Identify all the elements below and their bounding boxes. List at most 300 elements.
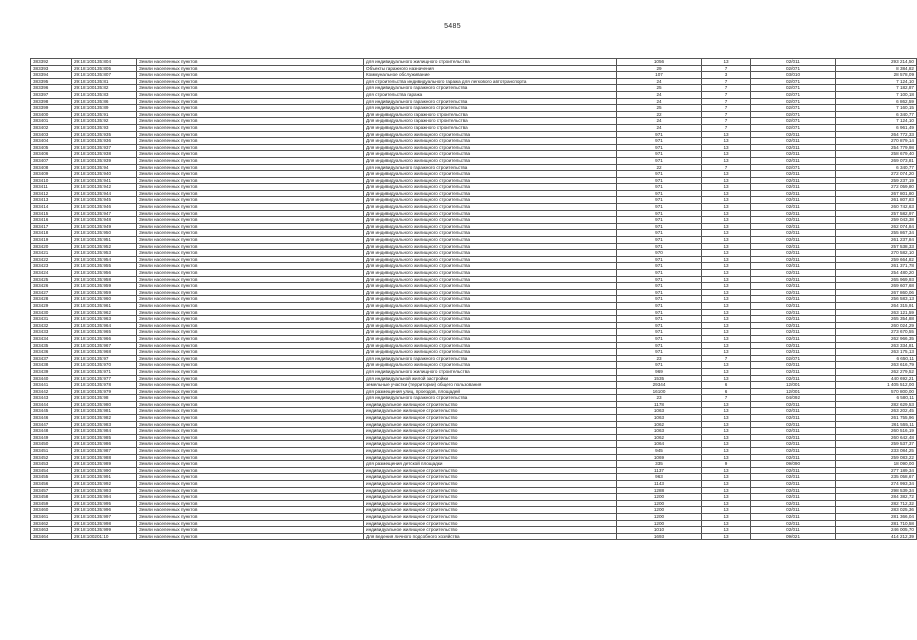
- cadastral-value-cell: 293 214,50: [836, 59, 917, 66]
- group-cell: 13: [702, 507, 751, 514]
- parcel-number-cell: 383418: [31, 230, 72, 237]
- table-row: [31, 362, 917, 369]
- cadastral-number-cell: 29:18:100135:961: [72, 302, 137, 309]
- permitted-use-cell: Для индивидуального гаражного строительства: [364, 118, 617, 125]
- table-row: [31, 217, 917, 224]
- cadastral-value-cell: 262 966,35: [836, 335, 917, 342]
- group-cell: 13: [702, 210, 751, 217]
- land-category-cell: Земли населенных пунктов: [137, 349, 364, 356]
- permitted-use-cell: индивидуальное жилищное строительство: [364, 415, 617, 422]
- group-cell: 13: [702, 138, 751, 145]
- cadastral-number-cell: 29:18:100135:956: [72, 270, 137, 277]
- cadastral-value-cell: 255 867,34: [836, 230, 917, 237]
- cadastral-value-cell: 1 405 512,00: [836, 382, 917, 389]
- table-row: [31, 250, 917, 257]
- cadastral-value-cell: 6 340,77: [836, 111, 917, 118]
- group-cell: 7: [702, 105, 751, 112]
- code-cell: 02/011: [751, 401, 836, 408]
- land-category-cell: Земли населенных пунктов: [137, 368, 364, 375]
- area-cell: 1064: [617, 441, 702, 448]
- cadastral-number-cell: 29:18:100135:998: [72, 520, 137, 527]
- cadastral-number-cell: 29:18:100135:92: [72, 118, 137, 125]
- area-cell: 1056: [617, 59, 702, 66]
- table-row: [31, 448, 917, 455]
- cadastral-number-cell: 29:18:100135:953: [72, 250, 137, 257]
- cadastral-number-cell: 29:18:100135:994: [72, 494, 137, 501]
- parcel-number-cell: 383401: [31, 118, 72, 125]
- parcel-number-cell: 383425: [31, 276, 72, 283]
- cadastral-number-cell: 29:18:100135:937: [72, 144, 137, 151]
- cadastral-value-cell: 263 202,45: [836, 408, 917, 415]
- table-row: [31, 494, 917, 501]
- code-cell: 02/011: [751, 349, 836, 356]
- land-category-cell: Земли населенных пунктов: [137, 184, 364, 191]
- cadastral-value-cell: 261 807,83: [836, 197, 917, 204]
- parcel-number-cell: 383402: [31, 124, 72, 131]
- land-category-cell: Земли населенных пунктов: [137, 256, 364, 263]
- group-cell: 13: [702, 434, 751, 441]
- permitted-use-cell: Для индивидуального жилищного строительства: [364, 197, 617, 204]
- area-cell: 16100: [617, 388, 702, 395]
- table-row: [31, 481, 917, 488]
- land-category-cell: Земли населенных пунктов: [137, 494, 364, 501]
- parcel-number-cell: 383400: [31, 111, 72, 118]
- parcel-number-cell: 383394: [31, 72, 72, 79]
- area-cell: 971: [617, 329, 702, 336]
- permitted-use-cell: Для индивидуального жилищного строительства: [364, 144, 617, 151]
- permitted-use-cell: Для ведения личного подсобного хозяйства: [364, 533, 617, 540]
- land-category-cell: Земли населенных пунктов: [137, 316, 364, 323]
- parcel-number-cell: 383424: [31, 270, 72, 277]
- code-cell: 02/011: [751, 243, 836, 250]
- area-cell: 22: [617, 164, 702, 171]
- land-category-cell: Земли населенных пунктов: [137, 157, 364, 164]
- area-cell: 24: [617, 78, 702, 85]
- parcel-number-cell: 383431: [31, 316, 72, 323]
- cadastral-number-cell: 29:18:100135:966: [72, 335, 137, 342]
- code-cell: 02/011: [751, 441, 836, 448]
- code-cell: 02/011: [751, 448, 836, 455]
- cadastral-number-cell: 29:18:100135:946: [72, 204, 137, 211]
- cadastral-value-cell: 259 083,22: [836, 454, 917, 461]
- parcel-number-cell: 383463: [31, 527, 72, 534]
- land-category-cell: Земли населенных пунктов: [137, 500, 364, 507]
- permitted-use-cell: для индивидуального жилищного строительства: [364, 59, 617, 66]
- land-category-cell: Земли населенных пунктов: [137, 111, 364, 118]
- permitted-use-cell: Для индивидуального жилищного строительства: [364, 204, 617, 211]
- area-cell: 24: [617, 124, 702, 131]
- land-category-cell: Земли населенных пунктов: [137, 210, 364, 217]
- cadastral-number-cell: 29:18:100135:968: [72, 349, 137, 356]
- cadastral-value-cell: 265 969,93: [836, 276, 917, 283]
- area-cell: 1693: [617, 533, 702, 540]
- permitted-use-cell: для размещения улиц, проездов, площадей: [364, 388, 617, 395]
- land-category-cell: Земли населенных пунктов: [137, 329, 364, 336]
- area-cell: 971: [617, 138, 702, 145]
- table-row: [31, 190, 917, 197]
- land-category-cell: Земли населенных пунктов: [137, 223, 364, 230]
- table-row: [31, 316, 917, 323]
- area-cell: 945: [617, 448, 702, 455]
- table-row: [31, 329, 917, 336]
- group-cell: 13: [702, 421, 751, 428]
- parcel-number-cell: 383446: [31, 415, 72, 422]
- cadastral-value-cell: 270 879,14: [836, 138, 917, 145]
- area-cell: 971: [617, 223, 702, 230]
- code-cell: 02/011: [751, 467, 836, 474]
- area-cell: 971: [617, 230, 702, 237]
- permitted-use-cell: Для индивидуального жилищного строительства: [364, 302, 617, 309]
- cadastral-number-cell: 29:18:100135:83: [72, 91, 137, 98]
- code-cell: 02/071: [751, 111, 836, 118]
- cadastral-value-cell: 281 710,58: [836, 520, 917, 527]
- code-cell: 02/011: [751, 408, 836, 415]
- land-category-cell: Земли населенных пунктов: [137, 441, 364, 448]
- area-cell: 24: [617, 91, 702, 98]
- permitted-use-cell: Для индивидуального жилищного строительства: [364, 309, 617, 316]
- cadastral-value-cell: 254 480,20: [836, 270, 917, 277]
- group-cell: 7: [702, 98, 751, 105]
- group-cell: 13: [702, 217, 751, 224]
- cadastral-value-cell: 284 382,72: [836, 494, 917, 501]
- area-cell: 971: [617, 177, 702, 184]
- land-category-cell: Земли населенных пунктов: [137, 474, 364, 481]
- parcel-number-cell: 383396: [31, 85, 72, 92]
- group-cell: 6: [702, 388, 751, 395]
- land-category-cell: Земли населенных пунктов: [137, 270, 364, 277]
- table-body: [31, 59, 917, 540]
- group-cell: 13: [702, 368, 751, 375]
- cadastral-number-cell: 29:18:100135:97: [72, 355, 137, 362]
- cadastral-number-cell: 29:18:100135:986: [72, 441, 137, 448]
- group-cell: 13: [702, 401, 751, 408]
- table-row: [31, 467, 917, 474]
- parcel-number-cell: 383448: [31, 428, 72, 435]
- permitted-use-cell: для индивидуального гаражного строительства: [364, 164, 617, 171]
- cadastral-value-cell: 265 354,88: [836, 316, 917, 323]
- table-row: [31, 91, 917, 98]
- group-cell: 13: [702, 256, 751, 263]
- land-category-cell: Земли населенных пунктов: [137, 250, 364, 257]
- land-category-cell: Земли населенных пунктов: [137, 375, 364, 382]
- group-cell: 13: [702, 428, 751, 435]
- area-cell: 971: [617, 171, 702, 178]
- code-cell: 02/011: [751, 217, 836, 224]
- code-cell: 02/011: [751, 415, 836, 422]
- cadastral-value-cell: 263 175,13: [836, 349, 917, 356]
- area-cell: 971: [617, 270, 702, 277]
- cadastral-number-cell: 29:18:100135:981: [72, 408, 137, 415]
- group-cell: 13: [702, 375, 751, 382]
- cadastral-value-cell: 274 993,34: [836, 481, 917, 488]
- table-row: [31, 474, 917, 481]
- area-cell: 1062: [617, 421, 702, 428]
- table-row: [31, 401, 917, 408]
- land-category-cell: Земли населенных пунктов: [137, 520, 364, 527]
- cadastral-value-cell: 6 862,59: [836, 98, 917, 105]
- permitted-use-cell: индивидуальное жилищное строительство: [364, 401, 617, 408]
- land-category-cell: Земли населенных пунктов: [137, 513, 364, 520]
- table-row: [31, 197, 917, 204]
- cadastral-number-cell: 29:18:100135:951: [72, 237, 137, 244]
- land-category-cell: Земли населенных пунктов: [137, 467, 364, 474]
- cadastral-value-cell: 272 059,80: [836, 184, 917, 191]
- area-cell: 1143: [617, 481, 702, 488]
- area-cell: 1200: [617, 494, 702, 501]
- code-cell: 02/011: [751, 474, 836, 481]
- cadastral-value-cell: 7 124,10: [836, 118, 917, 125]
- table-row: [31, 520, 917, 527]
- area-cell: 963: [617, 474, 702, 481]
- table-row: [31, 441, 917, 448]
- table-row: [31, 243, 917, 250]
- cadastral-number-cell: 29:18:100135:971: [72, 368, 137, 375]
- cadastral-number-cell: 29:18:100135:982: [72, 415, 137, 422]
- cadastral-number-cell: 29:18:100135:86: [72, 98, 137, 105]
- page-number: 5485: [444, 23, 461, 30]
- code-cell: 02/071: [751, 91, 836, 98]
- land-category-cell: Земли населенных пунктов: [137, 421, 364, 428]
- group-cell: 7: [702, 124, 751, 131]
- permitted-use-cell: Для индивидуального жилищного строительства: [364, 138, 617, 145]
- code-cell: 12/001: [751, 388, 836, 395]
- land-category-cell: Земли населенных пунктов: [137, 322, 364, 329]
- land-category-cell: Земли населенных пунктов: [137, 362, 364, 369]
- cadastral-value-cell: 269 607,68: [836, 283, 917, 290]
- permitted-use-cell: Для индивидуального жилищного строительства: [364, 263, 617, 270]
- cadastral-number-cell: 29:18:100135:944: [72, 190, 137, 197]
- area-cell: 971: [617, 131, 702, 138]
- code-cell: 02/011: [751, 223, 836, 230]
- group-cell: 13: [702, 474, 751, 481]
- permitted-use-cell: индивидуальное жилищное строительство: [364, 474, 617, 481]
- area-cell: 971: [617, 289, 702, 296]
- cadastral-value-cell: 270 582,10: [836, 250, 917, 257]
- code-cell: 02/071: [751, 98, 836, 105]
- land-category-cell: Земли населенных пунктов: [137, 395, 364, 402]
- parcel-number-cell: 383447: [31, 421, 72, 428]
- area-cell: 1178: [617, 401, 702, 408]
- group-cell: 7: [702, 78, 751, 85]
- code-cell: 02/011: [751, 59, 836, 66]
- cadastral-number-cell: 29:18:100201:10: [72, 533, 137, 540]
- table-row: [31, 118, 917, 125]
- code-cell: 02/071: [751, 118, 836, 125]
- group-cell: 13: [702, 349, 751, 356]
- permitted-use-cell: индивидуальное жилищное строительство: [364, 494, 617, 501]
- table-row: [31, 144, 917, 151]
- land-category-cell: Земли населенных пунктов: [137, 59, 364, 66]
- permitted-use-cell: Для индивидуального жилищного строительства: [364, 362, 617, 369]
- group-cell: 13: [702, 487, 751, 494]
- cadastral-number-cell: 29:18:100135:985: [72, 434, 137, 441]
- cadastral-value-cell: 283 025,36: [836, 507, 917, 514]
- cadastral-number-cell: 29:18:100135:942: [72, 184, 137, 191]
- cadastral-value-cell: 259 537,37: [836, 441, 917, 448]
- cadastral-value-cell: 6 650,11: [836, 355, 917, 362]
- table-row: [31, 65, 917, 72]
- permitted-use-cell: индивидуальное жилищное строительство: [364, 520, 617, 527]
- area-cell: 335: [617, 461, 702, 468]
- table-row: [31, 309, 917, 316]
- group-cell: 7: [702, 395, 751, 402]
- cadastral-number-cell: 29:18:100135:959: [72, 289, 137, 296]
- code-cell: 02/011: [751, 296, 836, 303]
- area-cell: 971: [617, 197, 702, 204]
- permitted-use-cell: индивидуальное жилищное строительство: [364, 500, 617, 507]
- table-row: [31, 335, 917, 342]
- permitted-use-cell: индивидуальное жилищное строительство: [364, 441, 617, 448]
- area-cell: 1200: [617, 520, 702, 527]
- table-row: [31, 105, 917, 112]
- group-cell: 7: [702, 85, 751, 92]
- parcel-number-cell: 383393: [31, 65, 72, 72]
- cadastral-number-cell: 29:18:100135:954: [72, 256, 137, 263]
- parcel-number-cell: 383405: [31, 144, 72, 151]
- group-cell: 7: [702, 65, 751, 72]
- code-cell: 02/011: [751, 151, 836, 158]
- cadastral-value-cell: 298 539,34: [836, 487, 917, 494]
- code-cell: 02/011: [751, 263, 836, 270]
- cadastral-value-cell: 267 860,06: [836, 289, 917, 296]
- parcel-number-cell: 383462: [31, 520, 72, 527]
- cadastral-value-cell: 258 679,40: [836, 151, 917, 158]
- table-row: [31, 415, 917, 422]
- parcel-number-cell: 383452: [31, 454, 72, 461]
- code-cell: 02/011: [751, 316, 836, 323]
- cadastral-table: [30, 58, 917, 540]
- table-row: [31, 78, 917, 85]
- parcel-number-cell: 383409: [31, 171, 72, 178]
- cadastral-value-cell: 259 664,82: [836, 256, 917, 263]
- cadastral-number-cell: 29:18:100135:939: [72, 157, 137, 164]
- permitted-use-cell: Для индивидуального жилищного строительства: [364, 322, 617, 329]
- parcel-number-cell: 383429: [31, 302, 72, 309]
- cadastral-value-cell: 18 090,00: [836, 461, 917, 468]
- parcel-number-cell: 383428: [31, 296, 72, 303]
- cadastral-value-cell: 263 334,81: [836, 342, 917, 349]
- cadastral-number-cell: 29:18:100135:999: [72, 527, 137, 534]
- group-cell: 7: [702, 111, 751, 118]
- parcel-number-cell: 383399: [31, 105, 72, 112]
- table-row: [31, 461, 917, 468]
- parcel-number-cell: 383420: [31, 243, 72, 250]
- cadastral-number-cell: 29:18:100135:804: [72, 59, 137, 66]
- permitted-use-cell: индивидуальное жилищное строительство: [364, 507, 617, 514]
- land-category-cell: Земли населенных пунктов: [137, 131, 364, 138]
- area-cell: 1535: [617, 375, 702, 382]
- area-cell: 107: [617, 72, 702, 79]
- cadastral-value-cell: 261 755,96: [836, 415, 917, 422]
- land-category-cell: Земли населенных пунктов: [137, 296, 364, 303]
- table-row: [31, 349, 917, 356]
- cadastral-number-cell: 29:18:100135:960: [72, 296, 137, 303]
- code-cell: 02/071: [751, 85, 836, 92]
- parcel-number-cell: 383408: [31, 164, 72, 171]
- cadastral-number-cell: 29:18:100135:965: [72, 329, 137, 336]
- permitted-use-cell: Для индивидуального жилищного строительства: [364, 256, 617, 263]
- permitted-use-cell: Для индивидуального гаражного строительства: [364, 111, 617, 118]
- table-row: [31, 230, 917, 237]
- parcel-number-cell: 383434: [31, 335, 72, 342]
- cadastral-value-cell: 261 237,84: [836, 237, 917, 244]
- code-cell: 02/011: [751, 500, 836, 507]
- area-cell: 1288: [617, 487, 702, 494]
- code-cell: 02/011: [751, 204, 836, 211]
- permitted-use-cell: Для индивидуального жилищного строительства: [364, 184, 617, 191]
- cadastral-number-cell: 29:18:100135:91: [72, 111, 137, 118]
- group-cell: 13: [702, 329, 751, 336]
- code-cell: 02/011: [751, 256, 836, 263]
- parcel-number-cell: 383403: [31, 131, 72, 138]
- code-cell: 02/011: [751, 494, 836, 501]
- parcel-number-cell: 383441: [31, 382, 72, 389]
- group-cell: 13: [702, 481, 751, 488]
- cadastral-value-cell: 6 340,77: [836, 164, 917, 171]
- parcel-number-cell: 383404: [31, 138, 72, 145]
- cadastral-value-cell: 260 024,29: [836, 322, 917, 329]
- parcel-number-cell: 383411: [31, 184, 72, 191]
- code-cell: 02/011: [751, 342, 836, 349]
- group-cell: 9: [702, 461, 751, 468]
- permitted-use-cell: Для индивидуального жилищного строительства: [364, 237, 617, 244]
- parcel-number-cell: 383414: [31, 204, 72, 211]
- permitted-use-cell: Для индивидуального жилищного строительства: [364, 349, 617, 356]
- parcel-number-cell: 383419: [31, 237, 72, 244]
- parcel-number-cell: 383458: [31, 494, 72, 501]
- area-cell: 29344: [617, 382, 702, 389]
- land-category-cell: Земли населенных пунктов: [137, 382, 364, 389]
- cadastral-value-cell: 261 555,11: [836, 421, 917, 428]
- group-cell: 13: [702, 289, 751, 296]
- cadastral-value-cell: 440 692,21: [836, 375, 917, 382]
- area-cell: 971: [617, 151, 702, 158]
- code-cell: 02/011: [751, 157, 836, 164]
- parcel-number-cell: 383456: [31, 481, 72, 488]
- area-cell: 22: [617, 111, 702, 118]
- cadastral-number-cell: 29:18:100135:936: [72, 138, 137, 145]
- parcel-number-cell: 383454: [31, 467, 72, 474]
- group-cell: 7: [702, 164, 751, 171]
- cadastral-number-cell: 29:18:100135:81: [72, 78, 137, 85]
- permitted-use-cell: Для индивидуального жилищного строительства: [364, 171, 617, 178]
- cadastral-value-cell: 264 315,91: [836, 302, 917, 309]
- cadastral-number-cell: 29:18:100135:949: [72, 223, 137, 230]
- land-category-cell: Земли населенных пунктов: [137, 401, 364, 408]
- group-cell: 7: [702, 355, 751, 362]
- parcel-number-cell: 383437: [31, 355, 72, 362]
- cadastral-value-cell: 570 800,00: [836, 388, 917, 395]
- land-category-cell: Земли населенных пунктов: [137, 144, 364, 151]
- code-cell: 02/071: [751, 78, 836, 85]
- area-cell: 971: [617, 237, 702, 244]
- permitted-use-cell: для строительства индивидуального гаража для легкового автотранспорта: [364, 78, 617, 85]
- permitted-use-cell: Для индивидуального жилищного строительства: [364, 190, 617, 197]
- code-cell: 02/011: [751, 322, 836, 329]
- group-cell: 13: [702, 197, 751, 204]
- group-cell: 7: [702, 91, 751, 98]
- parcel-number-cell: 383427: [31, 289, 72, 296]
- table-row: [31, 177, 917, 184]
- cadastral-value-cell: 257 582,97: [836, 210, 917, 217]
- parcel-number-cell: 383442: [31, 388, 72, 395]
- cadastral-value-cell: 7 124,10: [836, 78, 917, 85]
- code-cell: 02/011: [751, 487, 836, 494]
- code-cell: 02/011: [751, 289, 836, 296]
- permitted-use-cell: для индивидуального гаражного строительства: [364, 105, 617, 112]
- area-cell: 971: [617, 349, 702, 356]
- group-cell: 6: [702, 382, 751, 389]
